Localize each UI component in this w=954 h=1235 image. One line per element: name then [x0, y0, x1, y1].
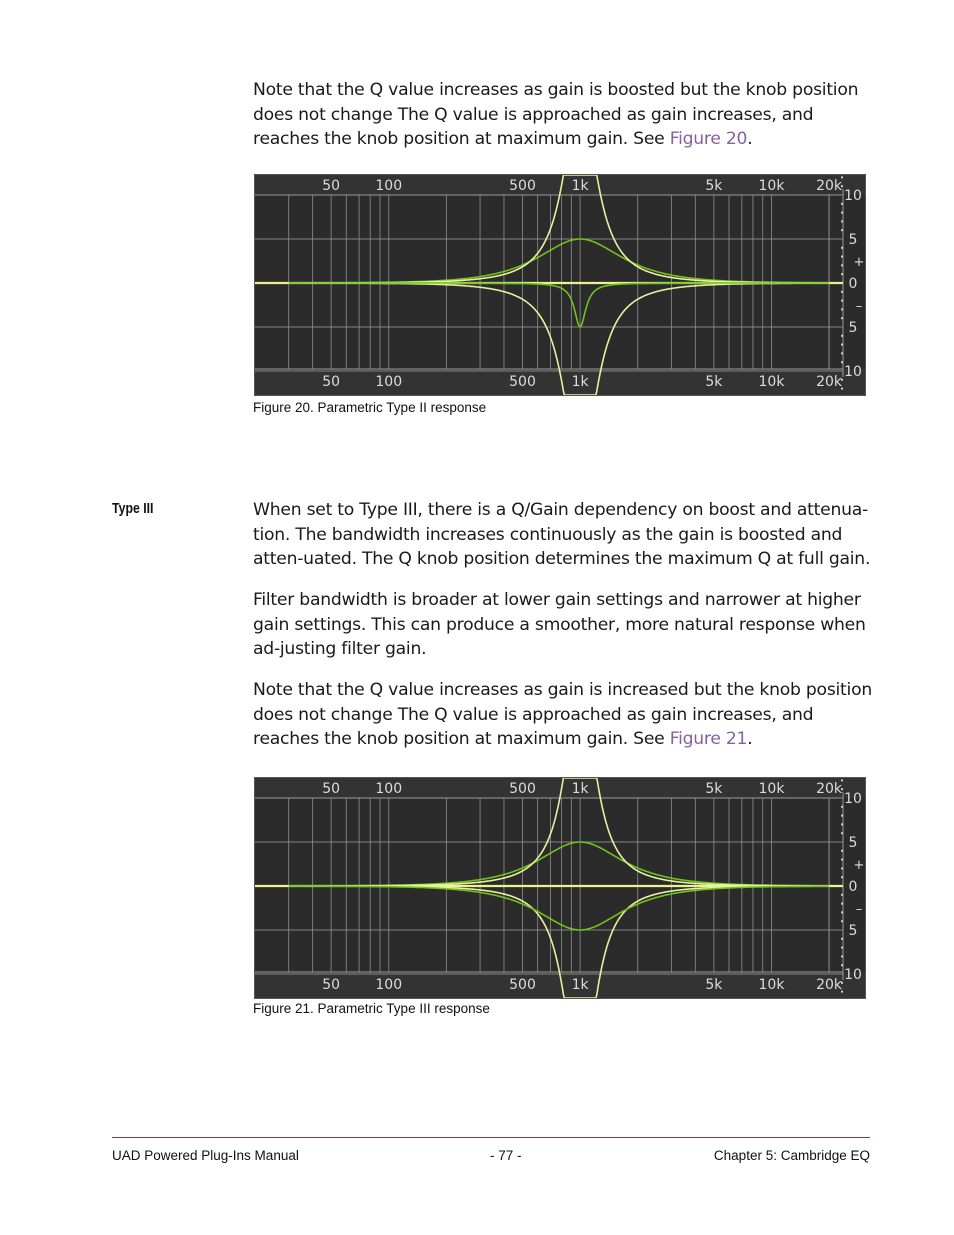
gain-label: 10: [844, 364, 862, 380]
freq-label-top: 500: [509, 178, 536, 194]
figure-20-svg: [255, 175, 865, 395]
freq-label-top: 50: [322, 781, 341, 797]
type-iii-note-text: Note that the Q value increases as gain is increased but the knob position does not change The Q value is approached as gain increases, and reaches the knob position at maximum gain. See: [253, 680, 872, 750]
gain-ruler-tick: [841, 823, 843, 825]
type-iii-paragraph-3: [253, 678, 873, 752]
freq-label-top: 1k: [571, 178, 589, 194]
gain-label: 10: [844, 188, 862, 204]
gain-ruler-tick: [841, 859, 843, 861]
gain-ruler-tick: [841, 256, 843, 258]
type-iii-note-end: .: [747, 729, 753, 750]
freq-label-top: 1k: [571, 781, 589, 797]
gain-label: 5: [848, 320, 858, 336]
gain-ruler-tick: [841, 203, 843, 205]
freq-label-top: 10k: [758, 178, 785, 194]
freq-label-bottom: 100: [375, 374, 403, 390]
cut-sharp-curve: [289, 283, 829, 327]
gain-ruler-tick: [841, 300, 843, 302]
gain-ruler-tick: [841, 920, 843, 922]
boost-wide-curve: [289, 239, 829, 283]
gain-ruler-tick: [841, 867, 843, 869]
freq-label-bottom: 20k: [816, 977, 843, 993]
freq-label-top: 500: [509, 781, 536, 797]
gain-ruler-tick: [841, 964, 843, 966]
gain-ruler-tick: [841, 806, 843, 808]
figure-21-svg: [255, 778, 865, 998]
freq-label-bottom: 5k: [705, 977, 723, 993]
freq-label-top: 100: [375, 178, 403, 194]
freq-label-top: 20k: [816, 178, 843, 194]
gain-sign-label: –: [855, 299, 863, 314]
gain-ruler-tick: [841, 850, 843, 852]
gain-ruler-tick: [841, 317, 843, 319]
freq-label-top: 5k: [705, 781, 723, 797]
cut-wide-curve: [289, 886, 829, 930]
gain-ruler-tick: [841, 247, 843, 249]
gain-ruler-tick: [841, 264, 843, 266]
gain-ruler-tick: [841, 815, 843, 817]
gain-ruler-tick: [841, 352, 843, 354]
freq-label-bottom: 50: [322, 374, 341, 390]
gain-ruler-tick: [841, 273, 843, 275]
gain-ruler-tick: [841, 938, 843, 940]
gain-ruler-tick: [841, 876, 843, 878]
freq-label-top: 10k: [758, 781, 785, 797]
type-iii-paragraph-1: When set to Type III, there is a Q/Gain dependency on boost and attenua-tion. The bandwidth increases continuously as the gain is boosted and atten-uated. The Q knob position determines the maximum Q at full gain.: [253, 500, 871, 570]
freq-label-bottom: 10k: [758, 374, 785, 390]
gain-ruler-tick: [841, 361, 843, 363]
freq-label-bottom: 500: [509, 977, 536, 993]
figure-20-caption: Figure 20. Parametric Type II response: [253, 400, 487, 415]
gain-label: 5: [848, 232, 858, 248]
footer-manual-title: UAD Powered Plug-Ins Manual: [112, 1148, 299, 1163]
gain-sign-label: +: [853, 255, 865, 270]
figure-21-caption: Figure 21. Parametric Type III response: [253, 1001, 490, 1016]
intro-note-paragraph: [253, 78, 873, 152]
figure-21-eq-graph: [254, 777, 866, 999]
gain-ruler-tick: [841, 344, 843, 346]
gain-ruler-tick: [841, 308, 843, 310]
freq-label-bottom: 50: [322, 977, 341, 993]
gain-ruler-tick: [841, 947, 843, 949]
gain-sign-label: +: [853, 858, 865, 873]
gain-sign-label: –: [855, 902, 863, 917]
figure-21-link[interactable]: Figure 21: [669, 729, 748, 750]
freq-label-bottom: 500: [509, 374, 536, 390]
gain-label: 10: [844, 791, 862, 807]
boost-wide-curve: [289, 842, 829, 886]
gain-label: 5: [848, 835, 858, 851]
freq-label-bottom: 10k: [758, 977, 785, 993]
intro-note-end: .: [747, 129, 753, 150]
gain-ruler-tick: [841, 291, 843, 293]
intro-note-text: Note that the Q value increases as gain is boosted but the knob position does not change The Q value is approached as gain increases, and reaches the knob position at maximum gain. See: [253, 80, 859, 150]
footer-rule: [112, 1137, 870, 1138]
freq-label-bottom: 20k: [816, 374, 843, 390]
gain-ruler-tick: [841, 911, 843, 913]
gain-ruler-tick: [841, 832, 843, 834]
gain-ruler-tick: [841, 955, 843, 957]
freq-label-bottom: 5k: [705, 374, 723, 390]
gain-label: 0: [848, 879, 858, 895]
freq-label-top: 5k: [705, 178, 723, 194]
freq-label-top: 20k: [816, 781, 843, 797]
figure-20-eq-graph: [254, 174, 866, 396]
type-iii-paragraph-2: Filter bandwidth is broader at lower gain settings and narrower at higher gain settings. This can produce a smoother, more natural response when ad-justing filter gain.: [253, 590, 866, 660]
gain-label: 10: [844, 967, 862, 983]
freq-label-bottom: 1k: [571, 977, 589, 993]
gain-ruler-tick: [841, 229, 843, 231]
gain-ruler-tick: [841, 894, 843, 896]
footer-chapter: Chapter 5: Cambridge EQ: [713, 1148, 870, 1163]
figure-20-link[interactable]: Figure 20: [669, 129, 748, 150]
gain-label: 0: [848, 276, 858, 292]
freq-label-top: 100: [375, 781, 403, 797]
gain-ruler-tick: [841, 212, 843, 214]
gain-ruler-tick: [841, 903, 843, 905]
gain-ruler-tick: [841, 335, 843, 337]
type-iii-heading: Type III: [112, 500, 154, 517]
freq-label-bottom: 1k: [571, 374, 589, 390]
footer-page-number: - 77 -: [490, 1148, 522, 1163]
gain-label: 5: [848, 923, 858, 939]
freq-label-bottom: 100: [375, 977, 403, 993]
gain-ruler-tick: [841, 220, 843, 222]
freq-label-top: 50: [322, 178, 341, 194]
